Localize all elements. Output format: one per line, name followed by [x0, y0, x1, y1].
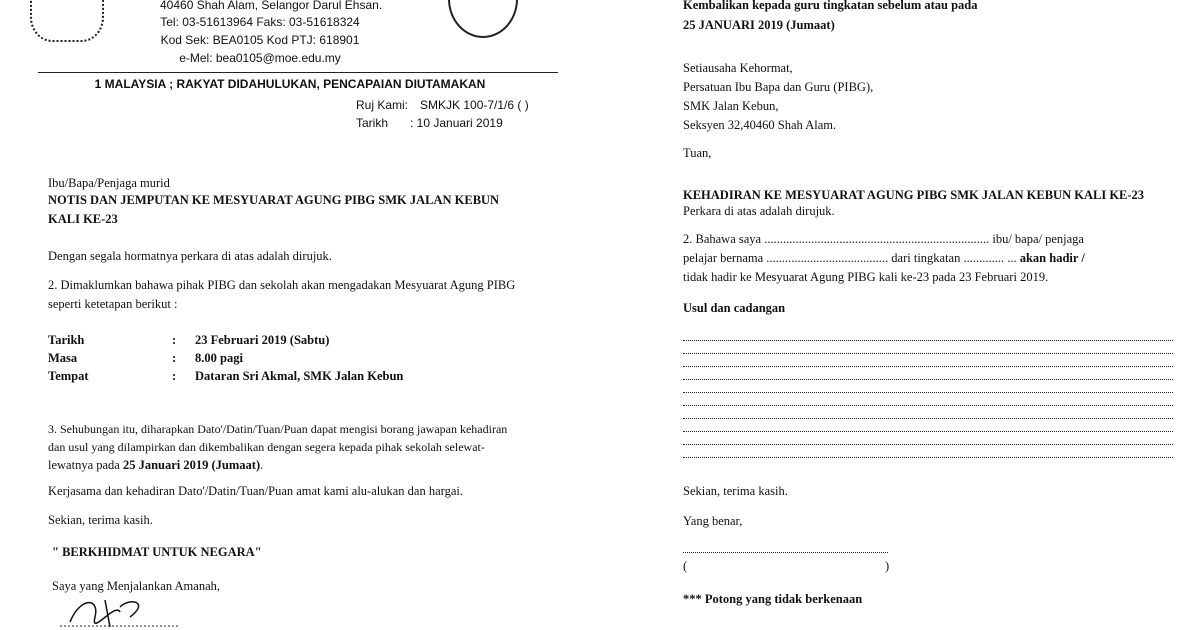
attendance-line-3: tidak hadir ke Mesyuarat Agung PIBG kali ke-23 pada 23 Februari 2019. [683, 270, 1049, 284]
text: . [260, 458, 264, 472]
detail-label-date: Tarikh [48, 333, 85, 347]
proposal-line[interactable] [683, 444, 1173, 445]
school-crest-logo [448, 0, 518, 38]
detail-label-time: Masa [48, 351, 78, 365]
attendance-line-2[interactable] [683, 251, 1085, 266]
detail-colon: : [172, 351, 177, 365]
closing: Sekian, terima kasih. [48, 513, 153, 527]
proposal-line[interactable] [683, 366, 1173, 367]
signature-line[interactable] [683, 552, 888, 553]
detail-colon: : [172, 333, 177, 347]
attend-option: akan hadir / [1019, 251, 1085, 265]
name-paren-open: ( [683, 559, 688, 573]
return-instruction: Kembalikan kepada guru tingkatan sebelum atau pada [683, 0, 978, 12]
school-codes: Kod Sek: BEA0105 Kod PTJ: 618901 [160, 33, 360, 47]
address-line: Setiausaha Kehormat, [683, 61, 793, 75]
detail-value-venue: Dataran Sri Akmal, SMK Jalan Kebun [195, 369, 404, 383]
detail-value-date: 23 Februari 2019 (Sabtu) [195, 333, 330, 347]
letter-title: NOTIS DAN JEMPUTAN KE MESYUARAT AGUNG PIBG SMK JALAN KEBUN [48, 193, 500, 207]
paragraph-1: Dengan segala hormatnya perkara di atas adalah dirujuk. [48, 249, 332, 263]
proposal-line[interactable] [683, 392, 1173, 393]
proposal-line[interactable] [683, 353, 1173, 354]
school-email: e-Mel: bea0105@moe.edu.my [179, 51, 341, 65]
ref-value: SMKJK 100-7/1/6 ( ) [420, 98, 529, 112]
sign-off: Saya yang Menjalankan Amanah, [52, 579, 221, 593]
address-line: SMK Jalan Kebun, [683, 99, 779, 113]
reply-closing: Sekian, terima kasih. [683, 484, 788, 498]
return-date: 25 JANUARI 2019 (Jumaat) [683, 18, 835, 32]
detail-value-time: 8.00 pagi [195, 351, 243, 365]
text: lewatnya pada [48, 458, 123, 472]
proposal-line[interactable] [683, 431, 1173, 432]
motto: 1 MALAYSIA ; RAKYAT DIDAHULUKAN, PENCAPAIAN DIUTAMAKAN [94, 77, 486, 91]
letter-title-cont: KALI KE-23 [48, 212, 118, 226]
text: pelajar bernama ....................................... dari tingkatan ............. ... [683, 251, 1020, 265]
paragraph-3: 3. Sehubungan itu, diharapkan Dato'/Datin/Tuan/Puan dapat mengisi borang jawapan kehadiran [48, 422, 508, 436]
signature [60, 592, 180, 630]
address-line: Seksyen 32,40460 Shah Alam. [683, 118, 837, 132]
paragraph-3-end [48, 458, 263, 473]
proposal-line[interactable] [683, 457, 1173, 458]
yours-truly: Yang benar, [683, 514, 743, 528]
proposals-label: Usul dan cadangan [683, 301, 786, 315]
salutation: Tuan, [683, 146, 712, 160]
paragraph-2-cont: seperti ketetapan berikut : [48, 297, 178, 311]
date-label: Tarikh [356, 116, 389, 130]
paragraph-2: 2. Dimaklumkan bahawa pihak PIBG dan sekolah akan mengadakan Mesyuarat Agung PIBG [48, 278, 516, 292]
school-phone: Tel: 03-51613964 Faks: 03-51618324 [160, 15, 360, 29]
proposal-line[interactable] [683, 340, 1173, 341]
paragraph-4: Kerjasama dan kehadiran Dato'/Datin/Tuan/Puan amat kami alu-alukan dan hargai. [48, 484, 463, 498]
proposal-line[interactable] [683, 379, 1173, 380]
proposal-line[interactable] [683, 418, 1173, 419]
header-rule [38, 72, 558, 73]
date-value: : 10 Januari 2019 [410, 116, 503, 130]
school-address: 40460 Shah Alam, Selangor Darul Ehsan. [160, 0, 383, 12]
detail-colon: : [172, 369, 177, 383]
recipient: Ibu/Bapa/Penjaga murid [48, 176, 170, 190]
paragraph-3-cont: dan usul yang dilampirkan dan dikembalikan dengan segera kepada pihak sekolah selewat- [48, 440, 485, 454]
proposal-line[interactable] [683, 405, 1173, 406]
address-line: Persatuan Ibu Bapa dan Guru (PIBG), [683, 80, 874, 94]
deadline: 25 Januari 2019 (Jumaat) [122, 458, 261, 472]
ref-label: Ruj Kami: [356, 98, 409, 112]
government-crest-logo [30, 0, 104, 42]
reply-paragraph-1: Perkara di atas adalah dirujuk. [683, 204, 835, 218]
slogan: " BERKHIDMAT UNTUK NEGARA" [52, 545, 262, 559]
attendance-line-1[interactable]: 2. Bahawa saya ........................................................................ ibu/ bapa/ penjaga [683, 232, 1084, 246]
reply-title: KEHADIRAN KE MESYUARAT AGUNG PIBG SMK JALAN KEBUN KALI KE-23 [683, 188, 1145, 202]
footnote: *** Potong yang tidak berkenaan [683, 592, 863, 606]
detail-label-venue: Tempat [48, 369, 89, 383]
name-paren-close: ) [885, 559, 890, 573]
